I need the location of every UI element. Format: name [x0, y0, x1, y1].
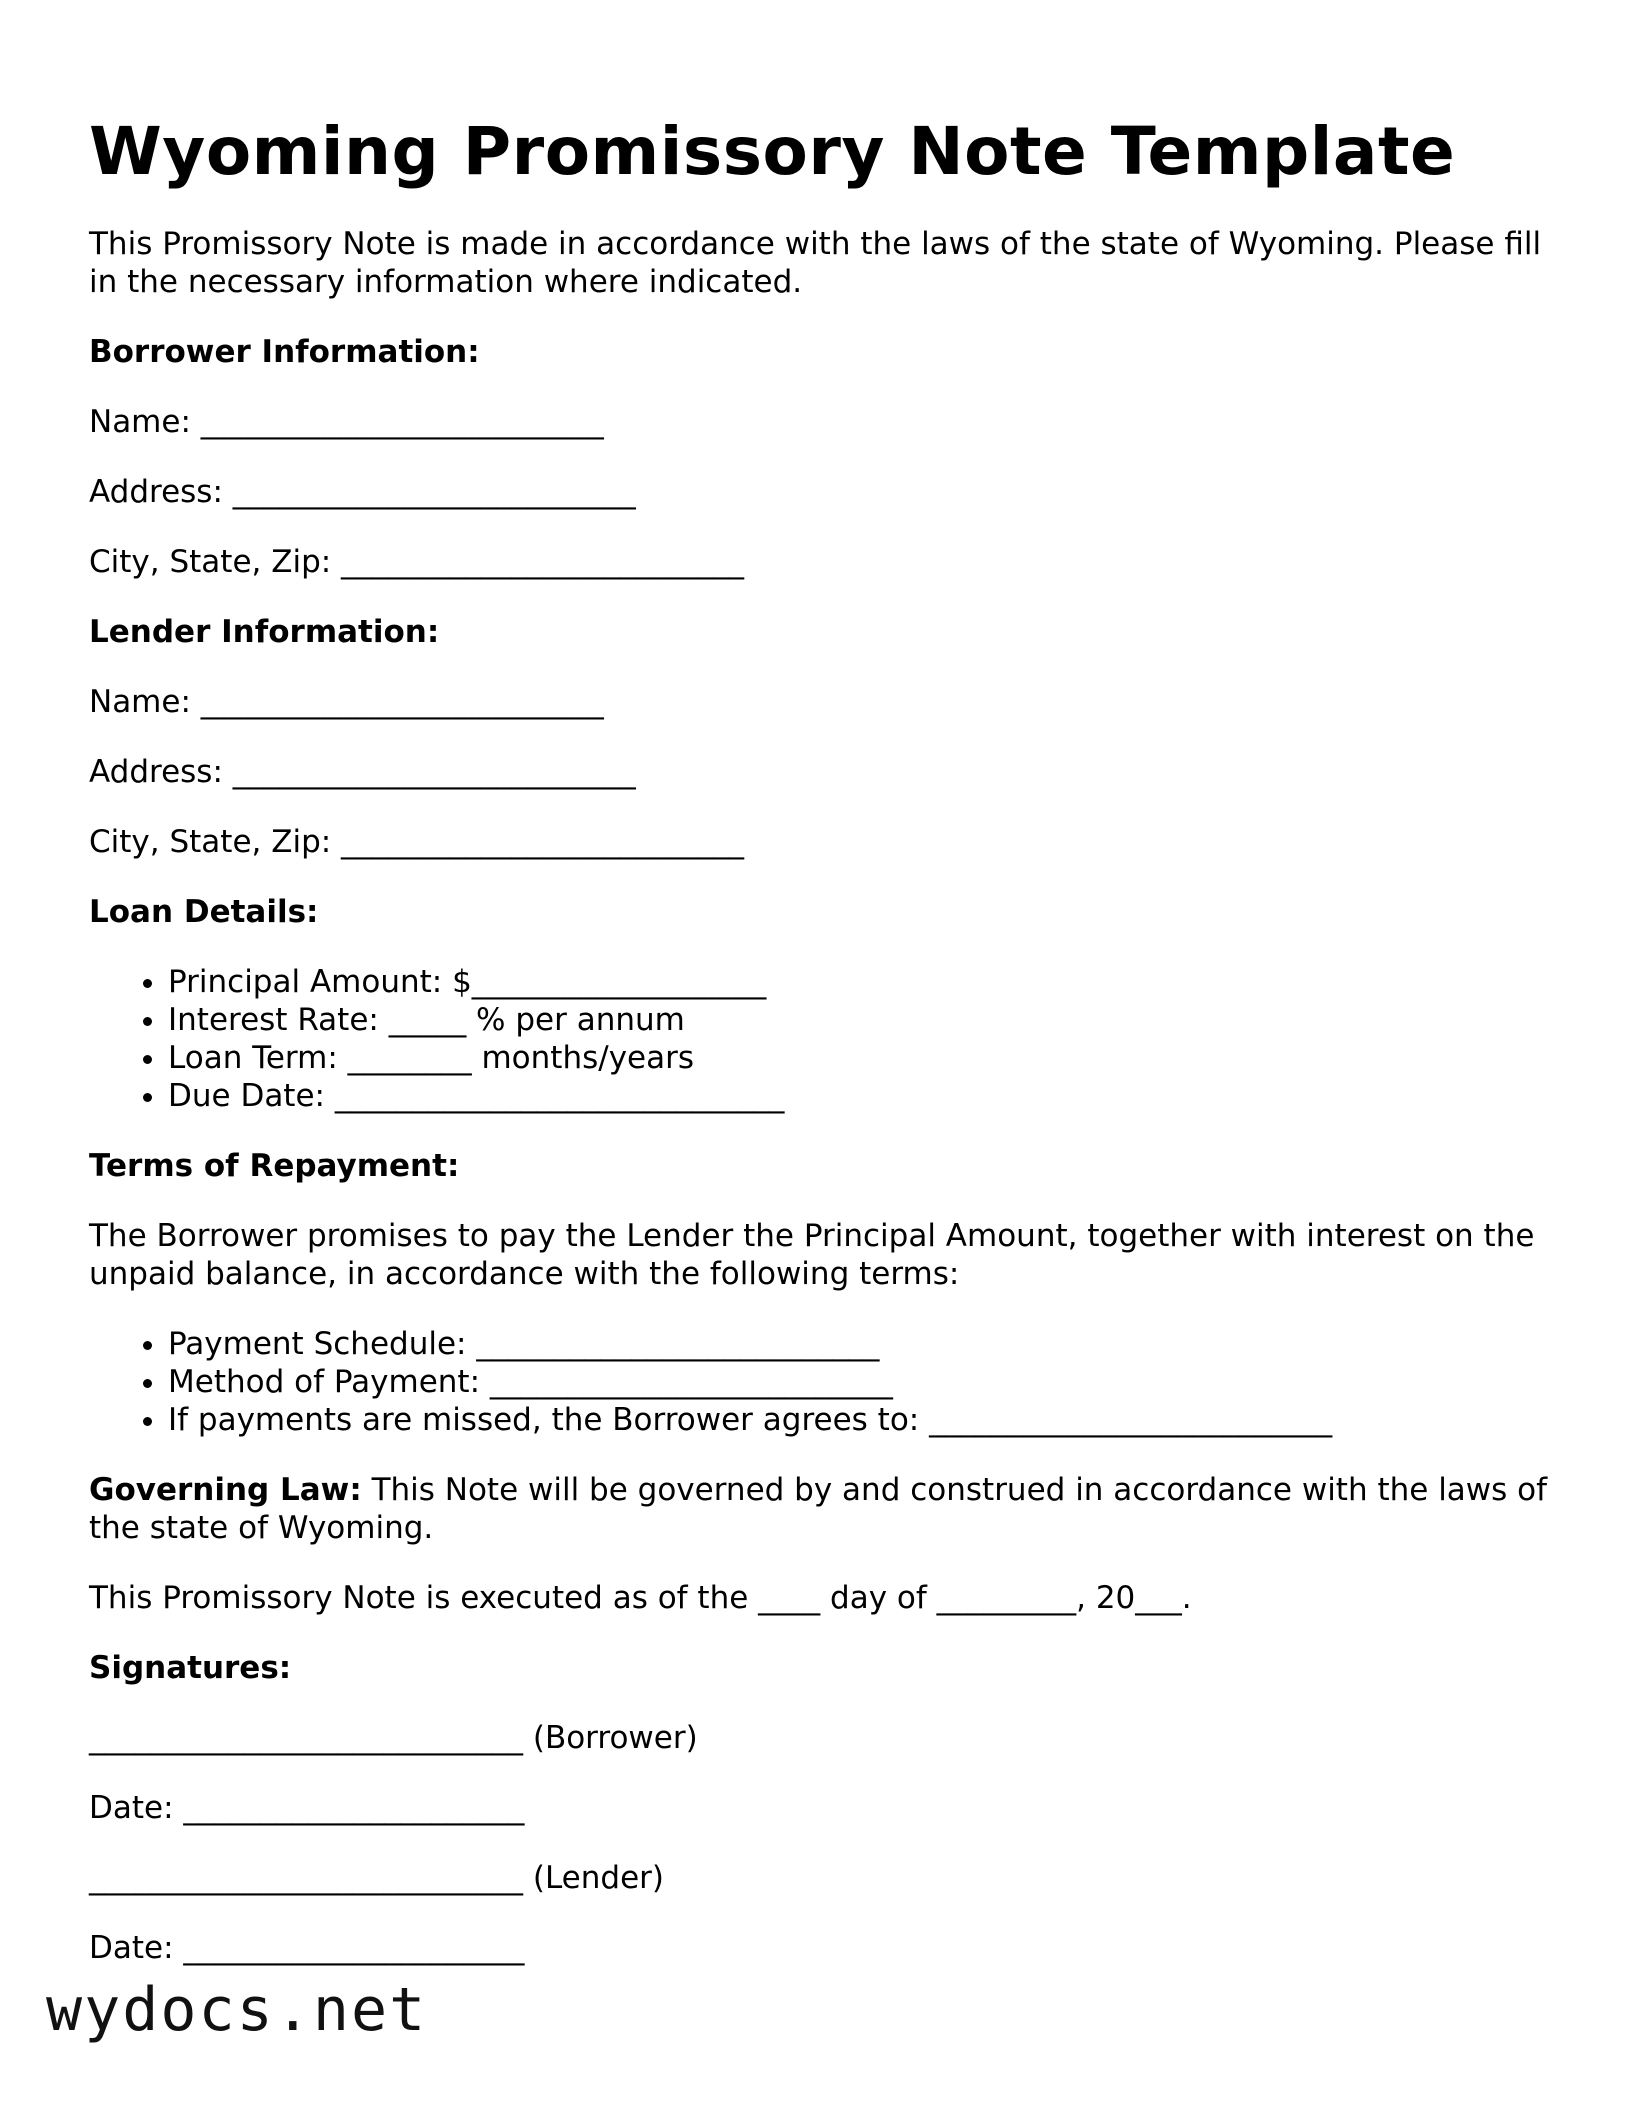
borrower-address-field: Address: __________________________ — [89, 474, 636, 510]
borrower-heading: Borrower Information: — [89, 334, 480, 370]
missed-payment-item: • If payments are missed, the Borrower agrees to: __________________________ — [168, 1401, 1549, 1439]
intro-paragraph: This Promissory Note is made in accordance with the laws of the state of Wyoming. Please fill in the necessary information where indicated. — [89, 226, 1542, 300]
borrower-city-field: City, State, Zip: __________________________ — [89, 544, 745, 580]
site-watermark: wydocs.net — [46, 1975, 428, 2045]
governing-law-text: This Note will be governed by and construed in accordance with the laws of the state of Wyoming. — [89, 1472, 1548, 1546]
loan-details-list — [89, 963, 1549, 1115]
document-title: Wyoming Promissory Note Template — [89, 113, 1456, 190]
governing-law-paragraph — [89, 1471, 1549, 1547]
borrower-name-field: Name: __________________________ — [89, 404, 604, 440]
loan-details-heading: Loan Details: — [89, 894, 319, 930]
signatures-heading: Signatures: — [89, 1650, 292, 1686]
execution-date-paragraph: This Promissory Note is executed as of the ____ day of _________, 20___. — [89, 1580, 1192, 1616]
repayment-list — [89, 1325, 1549, 1439]
governing-law-label: Governing Law: — [89, 1472, 362, 1508]
lender-signature-line: ____________________________ (Lender) — [89, 1860, 664, 1896]
lender-name-field: Name: __________________________ — [89, 684, 604, 720]
repayment-heading: Terms of Repayment: — [89, 1148, 460, 1184]
loan-principal-item: • Principal Amount: $___________________ — [168, 963, 1549, 1001]
lender-signature-date: Date: ______________________ — [89, 1930, 525, 1966]
lender-city-field: City, State, Zip: __________________________ — [89, 824, 745, 860]
document-page — [89, 112, 1549, 1967]
payment-method-item: • Method of Payment: __________________________ — [168, 1363, 1549, 1401]
payment-schedule-item: • Payment Schedule: __________________________ — [168, 1325, 1549, 1363]
loan-interest-item: • Interest Rate: _____ % per annum — [168, 1001, 1549, 1039]
loan-due-date-item: • Due Date: _____________________________ — [168, 1077, 1549, 1115]
borrower-signature-date: Date: ______________________ — [89, 1790, 525, 1826]
lender-heading: Lender Information: — [89, 614, 440, 650]
lender-address-field: Address: __________________________ — [89, 754, 636, 790]
repayment-paragraph: The Borrower promises to pay the Lender the Principal Amount, together with interest on the unpaid balance, in accordance with the following terms: — [89, 1218, 1535, 1292]
loan-term-item: • Loan Term: ________ months/years — [168, 1039, 1549, 1077]
borrower-signature-line: ____________________________ (Borrower) — [89, 1720, 698, 1756]
